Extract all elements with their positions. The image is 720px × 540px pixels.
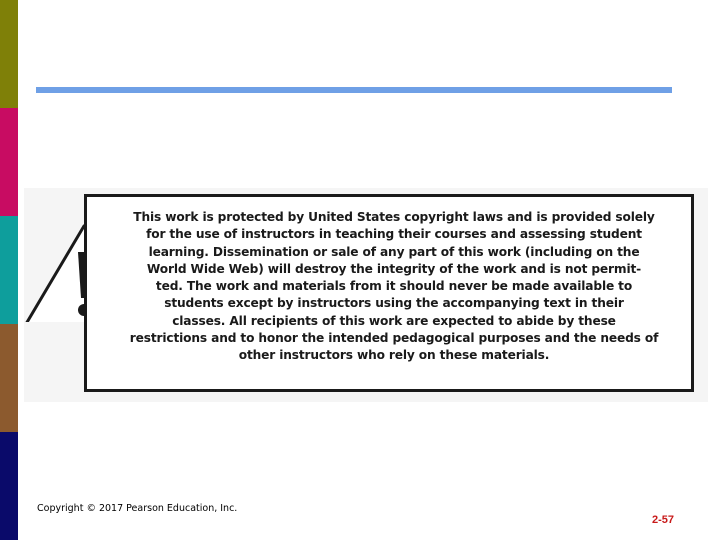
side-bar-segment-magenta <box>0 108 18 216</box>
notice-line: ted. The work and materials from it should never be made available to <box>155 279 633 294</box>
copyright-footer: Copyright © 2017 Pearson Education, Inc. <box>37 503 238 514</box>
side-bar-segment-brown <box>0 324 18 432</box>
notice-line: World Wide Web) will destroy the integrity of the work and is not permit- <box>146 261 642 276</box>
title-rule <box>36 87 672 93</box>
side-bar-segment-olive <box>0 0 18 108</box>
notice-line: for the use of instructors in teaching their courses and assessing student <box>146 227 642 242</box>
notice-line: This work is protected by United States copyright laws and is provided solely <box>133 210 655 224</box>
notice-line: learning. Dissemination or sale of any part of this work (including on the <box>148 244 640 259</box>
side-color-bar <box>0 0 18 540</box>
page-number: 2-57 <box>652 514 675 526</box>
notice-box <box>84 194 694 392</box>
copyright-notice-image <box>24 188 708 402</box>
notice-line: restrictions and to honor the intended pedagogical purposes and the needs of <box>129 331 659 346</box>
side-bar-segment-teal <box>0 216 18 324</box>
side-bar-segment-navy <box>0 432 18 540</box>
notice-line: students except by instructors using the accompanying text in their <box>164 296 624 311</box>
notice-line: classes. All recipients of this work are expected to abide by these <box>172 313 616 328</box>
notice-line: other instructors who rely on these materials. <box>238 348 550 363</box>
notice-text <box>109 209 679 365</box>
